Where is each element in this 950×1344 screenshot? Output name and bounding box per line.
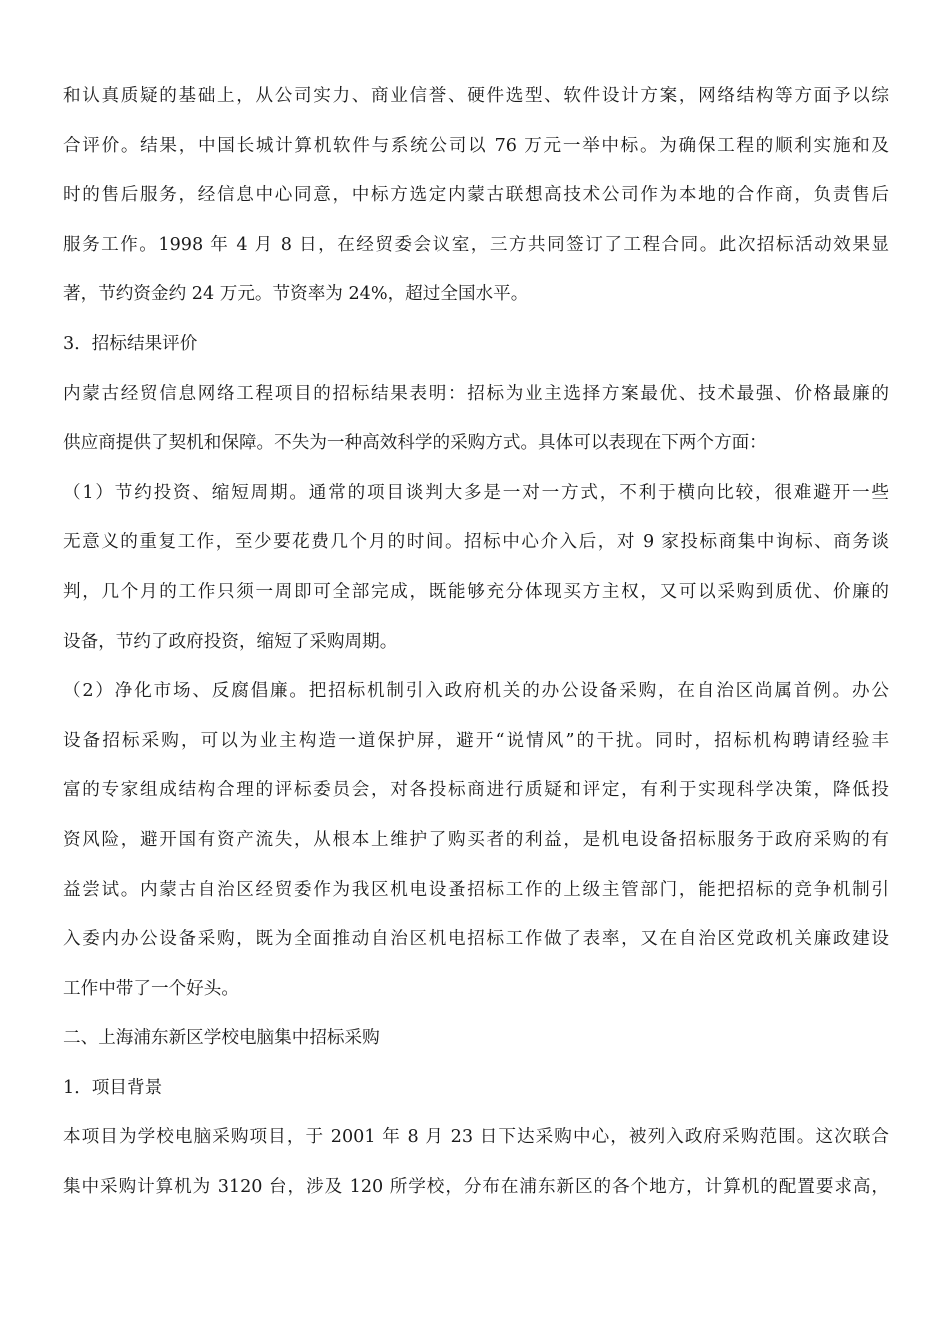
text-line: 益尝试。内蒙古自治区经贸委作为我区机电设蚤招标工作的上级主管部门，能把招标的竞争机制引	[63, 879, 889, 900]
text-line: 设备招标采购，可以为业主构造一道保护屏，避开“说情风”的干扰。同时，招标机构聘请经验丰	[63, 730, 889, 751]
text-line: 工作中带了一个好头。	[63, 978, 239, 999]
document-body	[63, 72, 889, 1213]
text-line: 服务工作。1998 年 4 月 8 日，在经贸委会议室，三方共同签订了工程合同。此次招标活动效果显	[63, 234, 889, 255]
text-line: 资风险，避开国有资产流失，从根本上维护了购买者的利益，是机电设备招标服务于政府采购的有	[63, 829, 889, 850]
text-line: （1）节约投资、缩短周期。通常的项目谈判大多是一对一方式，不利于横向比较，很难避开一些	[63, 482, 889, 503]
text-line: 1．项目背景	[63, 1077, 163, 1098]
text-line: 内蒙古经贸信息网络工程项目的招标结果表明：招标为业主选择方案最优、技术最强、价格最廉的	[63, 383, 889, 404]
text-line: 3．招标结果评价	[63, 333, 198, 354]
text-line: 二、上海浦东新区学校电脑集中招标采购	[63, 1028, 380, 1049]
text-line: 供应商提供了契机和保障。不失为一种高效科学的采购方式。具体可以表现在下两个方面：	[63, 433, 767, 454]
text-line: 集中采购计算机为 3120 台，涉及 120 所学校，分布在浦东新区的各个地方，计算机的配置要求高，	[63, 1177, 889, 1198]
text-line: 合评价。结果，中国长城计算机软件与系统公司以 76 万元一举中标。为确保工程的顺利实施和及	[63, 135, 889, 156]
text-line: （2）净化市场、反腐倡廉。把招标机制引入政府机关的办公设备采购，在自治区尚属首例。办公	[63, 681, 889, 702]
text-line: 富的专家组成结构合理的评标委员会，对各投标商进行质疑和评定，有利于实现科学决策，降低投	[63, 780, 889, 801]
text-line: 设备，节约了政府投资，缩短了采购周期。	[63, 631, 398, 652]
text-line: 本项目为学校电脑采购项目，于 2001 年 8 月 23 日下达采购中心，被列入政府采购范围。这次联合	[63, 1127, 889, 1148]
text-line: 判，几个月的工作只须一周即可全部完成，既能够充分体现买方主权，又可以采购到质优、价廉的	[63, 581, 889, 602]
text-line: 无意义的重复工作，至少要花费几个月的时间。招标中心介入后，对 9 家投标商集中询标、商务谈	[63, 532, 889, 553]
text-line: 和认真质疑的基础上，从公司实力、商业信誉、硬件选型、软件设计方案，网络结构等方面予以综	[63, 86, 889, 106]
text-line: 著，节约资金约 24 万元。节资率为 24%，超过全国水平。	[63, 284, 529, 305]
text-line: 入委内办公设备采购，既为全面推动自治区机电招标工作做了表率，又在自治区党政机关廉政建设	[63, 929, 889, 950]
text-line: 时的售后服务，经信息中心同意，中标方选定内蒙古联想高技术公司作为本地的合作商，负责售后	[63, 185, 889, 206]
